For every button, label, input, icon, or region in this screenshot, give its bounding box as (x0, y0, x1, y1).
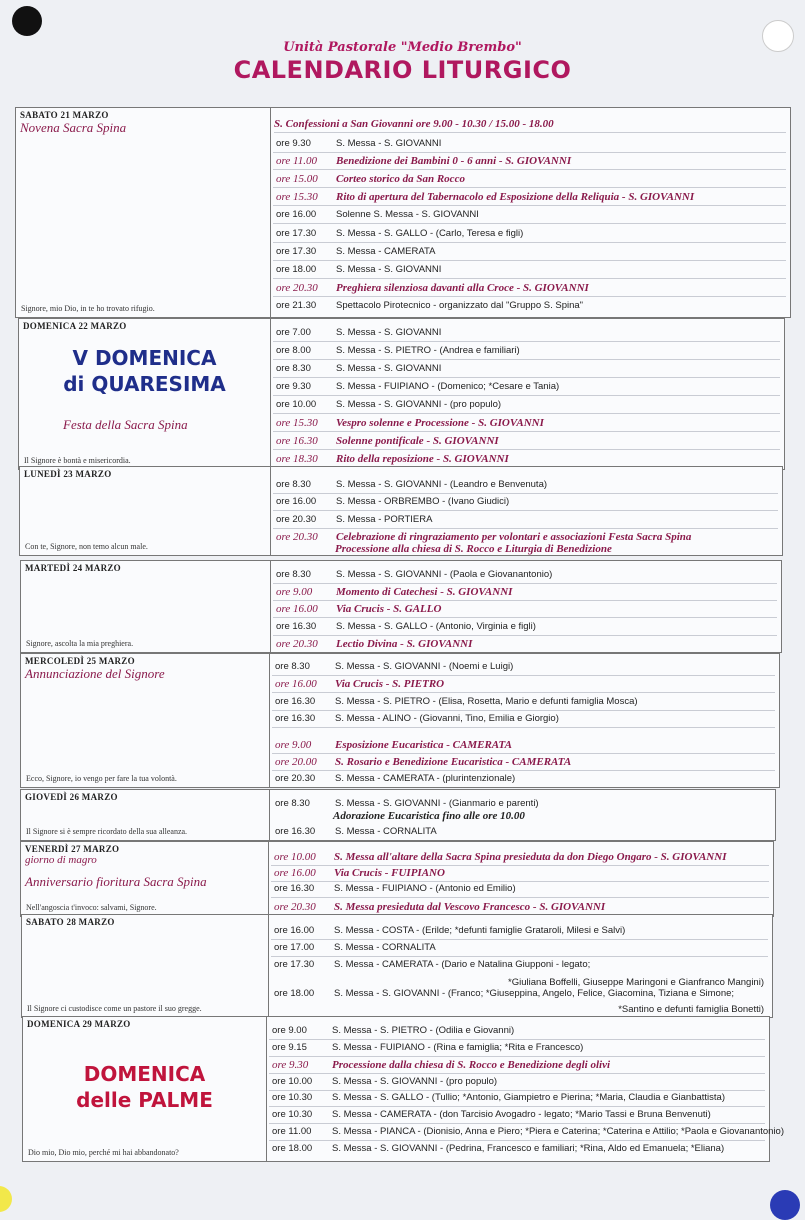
event-row (273, 619, 777, 636)
event-time: ore 7.00 (276, 327, 311, 338)
event-row (273, 415, 780, 432)
event-text: Via Crucis - S. GALLO (336, 603, 442, 615)
event-row (271, 849, 769, 866)
event-time: ore 16.30 (276, 435, 318, 447)
big-title-line-2: delle PALME (76, 1088, 213, 1112)
event-text: S. Messa - CORNALITA (334, 942, 436, 953)
day-psalm: Il Signore si è sempre ricordato della sua alleanza. (26, 827, 188, 836)
day-left-col (16, 108, 271, 317)
event-text: S. Messa - CAMERATA - (don Tarcisio Avogadro - legato; *Mario Tassi e Bruna Benvenuti) (332, 1109, 711, 1120)
event-row (273, 244, 786, 261)
day-events (271, 561, 781, 652)
event-time: ore 16.00 (276, 603, 318, 615)
event-time: ore 10.00 (274, 851, 316, 863)
event-text: Solenne S. Messa - S. GIOVANNI (336, 209, 479, 220)
event-row (272, 676, 775, 693)
day-left-col (19, 319, 271, 469)
event-text: Rito di apertura del Tabernacolo ed Esposizione della Reliquia - S. GIOVANNI (336, 191, 695, 203)
day-events (271, 467, 782, 555)
event-row (269, 1107, 765, 1124)
big-title-line-1: DOMENICA (83, 1062, 206, 1086)
event-row (272, 694, 775, 711)
event-text-line-2: *Santino e defunti famiglia Bonetti) (618, 1004, 764, 1015)
event-row (273, 262, 786, 279)
day-left-col (20, 467, 271, 555)
event-row (273, 512, 778, 529)
event-row (272, 711, 775, 728)
pin-yellow (0, 1186, 12, 1212)
header (0, 40, 805, 84)
event-row (273, 601, 777, 618)
day-left-col (21, 842, 269, 916)
day-psalm: Signore, ascolta la mia preghiera. (26, 639, 134, 648)
event-time: ore 8.30 (276, 363, 311, 374)
event-text-line-2: Adorazione Eucaristica fino alle ore 10.00 (333, 810, 525, 822)
event-text-line-2: Processione alla chiesa di S. Rocco e Liturgia di Benedizione (335, 543, 612, 555)
event-row (271, 923, 768, 940)
event-text: S. Messa - PIANCA - (Dionisio, Anna e Piero; *Piera e Caterina; *Caterina e Attilio; *Paola e Giovanantonio) (332, 1126, 785, 1137)
event-text: S. Messa - ALINO - (Giovanni, Tino, Emilia e Giorgio) (335, 713, 559, 724)
event-time: ore 16.00 (274, 925, 315, 936)
event-row (269, 1023, 765, 1040)
event-text: S. Messa - S. GIOVANNI (336, 138, 442, 149)
day-label: VENERDÌ 27 MARZO (25, 844, 120, 854)
day-events (269, 915, 772, 1017)
day-label: DOMENICA 22 MARZO (23, 321, 127, 331)
event-row (269, 1057, 765, 1074)
pin-black (12, 6, 42, 36)
event-time: ore 17.30 (274, 959, 315, 970)
event-time: ore 9.00 (276, 586, 313, 598)
event-text: Solenne pontificale - S. GIOVANNI (336, 435, 499, 447)
event-time: ore 16.30 (275, 696, 316, 707)
event-text: Vespro solenne e Processione - S. GIOVANNI (336, 417, 544, 429)
day-left-col (22, 915, 269, 1017)
event-time: ore 15.30 (276, 417, 318, 429)
event-text: Processione dalla chiesa di S. Rocco e Benedizione degli olivi (332, 1059, 611, 1071)
big-title-line-1: V DOMENICA (72, 346, 217, 370)
header-subtitle: Unità Pastorale "Medio Brembo" (283, 40, 522, 55)
day-label: GIOVEDÌ 26 MARZO (25, 792, 118, 802)
event-time: ore 20.00 (275, 756, 317, 768)
event-text: S. Messa - CORNALITA (335, 826, 437, 837)
event-text: Via Crucis - FUIPIANO (334, 867, 445, 879)
day-block-6 (20, 841, 774, 917)
event-text: S. Messa - S. GIOVANNI - (Pedrina, Francesco e familiari; *Rina, Aldo ed Emanuela; *Eliana) (332, 1143, 725, 1154)
event-text: Celebrazione di ringraziamento per volontari e associazioni Festa Sacra Spina (336, 531, 692, 543)
day-label: MARTEDÌ 24 MARZO (25, 563, 121, 573)
event-row (273, 567, 777, 584)
event-time: ore 9.30 (276, 138, 311, 149)
day-psalm: Il Signore ci custodisce come un pastore il suo gregge. (27, 1004, 202, 1013)
day-events (271, 319, 784, 469)
day-label: SABATO 21 MARZO (20, 110, 109, 120)
event-time: ore 20.30 (274, 901, 316, 913)
day-block-2 (19, 466, 783, 556)
event-time: ore 8.00 (276, 345, 311, 356)
event-time: ore 9.30 (272, 1059, 309, 1071)
event-text: S. Messa - S. GIOVANNI (336, 327, 442, 338)
day-events (270, 654, 779, 787)
day-label: MERCOLEDÌ 25 MARZO (25, 656, 135, 666)
event-text: Momento di Catechesi - S. GIOVANNI (336, 586, 513, 598)
event-row (273, 636, 777, 652)
day-label: SABATO 28 MARZO (26, 917, 115, 927)
event-row (272, 824, 771, 840)
event-text: Lectio Divina - S. GIOVANNI (336, 638, 473, 650)
event-row (272, 737, 775, 754)
event-row (272, 771, 775, 787)
event-row (274, 116, 786, 133)
event-time: ore 8.30 (275, 661, 310, 672)
event-time: ore 16.00 (275, 678, 317, 690)
event-text: S. Messa - S. PIETRO - (Odilia e Giovanni) (332, 1025, 515, 1036)
event-row (273, 361, 780, 378)
event-time: ore 9.00 (272, 1025, 307, 1036)
day-block-3 (20, 560, 782, 653)
event-row (273, 171, 786, 188)
event-time: ore 16.00 (274, 867, 316, 879)
event-text: Corteo storico da San Rocco (336, 173, 465, 185)
event-text: S. Messa - CAMERATA (336, 246, 436, 257)
event-time: ore 16.00 (276, 496, 317, 507)
event-row (272, 659, 775, 676)
event-row (271, 940, 768, 957)
event-text: S. Messa - ORBREMBO - (Ivano Giudici) (336, 496, 510, 507)
event-row (269, 1040, 765, 1057)
event-time: ore 8.30 (275, 798, 310, 809)
event-row (273, 379, 780, 396)
event-row (273, 477, 778, 494)
event-row (271, 986, 768, 1002)
event-time: ore 18.30 (276, 453, 318, 465)
day-left-col (23, 1017, 267, 1161)
event-time: ore 11.00 (272, 1126, 312, 1137)
day-psalm: Nell'angoscia t'invoco: salvami, Signore. (26, 903, 157, 912)
event-text: S. Messa - S. GIOVANNI (336, 264, 442, 275)
event-text: S. Messa - S. GIOVANNI - (pro populo) (332, 1076, 498, 1087)
event-text: S. Messa - S. PIETRO - (Andrea e familiari) (336, 345, 520, 356)
event-row (271, 881, 769, 898)
event-text: S. Messa - S. GIOVANNI - (Leandro e Benvenuta) (336, 479, 548, 490)
event-time: ore 16.00 (276, 209, 317, 220)
event-time: ore 8.30 (276, 569, 311, 580)
event-time: ore 11.00 (276, 155, 317, 167)
day-occasion: Anniversario fioritura Sacra Spina (25, 874, 207, 889)
day-psalm: Signore, mio Dio, in te ho trovato rifugio. (21, 304, 155, 313)
event-text: S. Messa - S. GIOVANNI (336, 363, 442, 374)
day-block-7 (21, 914, 773, 1018)
event-text: S. Messa all'altare della Sacra Spina presieduta da don Diego Ongaro - S. GIOVANNI (334, 851, 727, 863)
event-time: ore 16.30 (275, 713, 316, 724)
event-row (273, 451, 780, 467)
event-row (269, 1141, 765, 1157)
day-events (271, 108, 790, 317)
event-time: ore 17.00 (274, 942, 315, 953)
day-psalm: Con te, Signore, non temo alcun male. (25, 542, 148, 551)
event-text: S. Messa - CAMERATA - (plurintenzionale) (335, 773, 516, 784)
event-time: ore 18.00 (272, 1143, 313, 1154)
event-row (273, 343, 780, 360)
event-time: ore 20.30 (276, 282, 318, 294)
event-time: ore 16.30 (275, 826, 316, 837)
event-time: ore 20.30 (276, 531, 318, 543)
event-text: S. Messa - FUIPIANO - (Rina e famiglia; *Rita e Francesco) (332, 1042, 584, 1053)
event-text: S. Messa - S. GALLO - (Carlo, Teresa e figli) (336, 228, 524, 239)
event-row (273, 153, 786, 170)
day-occasion: Annunciazione del Signore (25, 666, 165, 681)
event-text: S. Messa - S. GIOVANNI - (Franco; *Giuseppina, Angelo, Felice, Giacomina, Tiziana e Simone; (334, 988, 735, 999)
event-time: ore 16.30 (274, 883, 315, 894)
event-text: S. Messa - FUIPIANO - (Antonio ed Emilio) (334, 883, 516, 894)
pin-blue (770, 1190, 800, 1220)
day-psalm: Dio mio, Dio mio, perché mi hai abbandonato? (28, 1148, 179, 1157)
big-title-line-2: di QUARESIMA (63, 372, 226, 396)
event-text: S. Confessioni a San Giovanni ore 9.00 - 10.30 / 15.00 - 18.00 (274, 118, 554, 130)
event-text: S. Messa - S. GALLO - (Antonio, Virginia e figli) (336, 621, 536, 632)
event-time: ore 10.30 (272, 1109, 313, 1120)
event-time: ore 21.30 (276, 300, 317, 311)
event-row (271, 957, 768, 973)
event-text: Via Crucis - S. PIETRO (335, 678, 445, 690)
event-time: ore 10.00 (272, 1076, 313, 1087)
page-title: CALENDARIO LITURGICO (233, 56, 572, 84)
event-text-line-2: *Giuliana Boffelli, Giuseppe Maringoni e Gianfranco Mangini) (508, 977, 764, 988)
event-row (273, 189, 786, 206)
event-row (273, 584, 777, 601)
day-events (267, 1017, 785, 1161)
event-row (273, 494, 778, 511)
event-time: ore 17.30 (276, 246, 317, 257)
event-time: ore 9.30 (276, 381, 311, 392)
day-block-5 (20, 789, 776, 841)
event-text: S. Messa - COSTA - (Erilde; *defunti famiglie Grataroli, Milesi e Salvi) (334, 925, 626, 936)
event-row (273, 226, 786, 243)
day-psalm: Ecco, Signore, io vengo per fare la tua volontà. (26, 774, 177, 783)
event-row (273, 207, 786, 224)
event-text: S. Messa - S. GALLO - (Tullio; *Antonio, Giampietro e Pierina; *Maria, Claudia e Gianbattista) (332, 1092, 726, 1103)
event-text: S. Rosario e Benedizione Eucaristica - CAMERATA (335, 756, 572, 768)
event-row (271, 865, 769, 882)
event-time: ore 18.00 (276, 264, 317, 275)
event-row (273, 298, 786, 314)
event-row (273, 433, 780, 450)
event-text: S. Messa - S. GIOVANNI - (Gianmario e parenti) (335, 798, 539, 809)
day-left-col (21, 561, 271, 652)
event-row (273, 280, 786, 297)
event-text: S. Messa - CAMERATA - (Dario e Natalina Giupponi - legato; (334, 959, 591, 970)
event-time: ore 9.00 (275, 739, 312, 751)
day-events (269, 842, 773, 916)
event-text: Preghiera silenziosa davanti alla Croce - S. GIOVANNI (336, 282, 589, 294)
event-row (272, 754, 775, 771)
event-text: Esposizione Eucaristica - CAMERATA (335, 739, 512, 751)
event-time: ore 8.30 (276, 479, 311, 490)
day-occasion: Novena Sacra Spina (20, 120, 127, 135)
event-time: ore 20.30 (275, 773, 316, 784)
event-text: S. Messa presieduta dal Vescovo Francesco - S. GIOVANNI (334, 901, 606, 913)
event-text: S. Messa - FUIPIANO - (Domenico; *Cesare e Tania) (336, 381, 560, 392)
day-block-8 (22, 1016, 785, 1162)
event-text: S. Messa - S. GIOVANNI - (Noemi e Luigi) (335, 661, 514, 672)
day-block-1 (18, 318, 785, 470)
event-time: ore 20.30 (276, 514, 317, 525)
event-row (273, 325, 780, 342)
event-time: ore 16.30 (276, 621, 317, 632)
event-time: ore 18.00 (274, 988, 315, 999)
event-row (273, 397, 780, 414)
day-left-col (21, 790, 270, 840)
event-text: S. Messa - PORTIERA (336, 514, 433, 525)
event-time: ore 20.30 (276, 638, 318, 650)
day-occasion: Festa della Sacra Spina (63, 417, 188, 432)
day-block-4 (20, 653, 780, 788)
event-time: ore 10.30 (272, 1092, 313, 1103)
event-text: S. Messa - S. GIOVANNI - (pro populo) (336, 399, 502, 410)
event-text: S. Messa - S. PIETRO - (Elisa, Rosetta, Mario e defunti famiglia Mosca) (335, 696, 638, 707)
day-label: DOMENICA 29 MARZO (27, 1019, 131, 1029)
event-row (269, 1090, 765, 1107)
event-time: ore 15.00 (276, 173, 318, 185)
event-row (271, 899, 769, 915)
event-row (273, 136, 786, 153)
event-text: Spettacolo Pirotecnico - organizzato dal "Gruppo S. Spina" (336, 300, 584, 311)
event-time: ore 15.30 (276, 191, 318, 203)
day-note: giorno di magro (25, 854, 97, 866)
event-time: ore 17.30 (276, 228, 317, 239)
day-psalm: Il Signore è bontà e misericordia. (24, 456, 131, 465)
day-events (270, 790, 775, 840)
event-row (269, 1124, 785, 1141)
event-text: Rito della reposizione - S. GIOVANNI (336, 453, 509, 465)
event-row (269, 1074, 765, 1091)
day-block-0 (15, 107, 791, 318)
event-text: Benedizione dei Bambini 0 - 6 anni - S. GIOVANNI (336, 155, 572, 167)
day-label: LUNEDÌ 23 MARZO (24, 469, 112, 479)
event-text: S. Messa - S. GIOVANNI - (Paola e Giovanantonio) (336, 569, 553, 580)
day-left-col (21, 654, 270, 787)
event-time: ore 9.15 (272, 1042, 307, 1053)
event-time: ore 10.00 (276, 399, 317, 410)
